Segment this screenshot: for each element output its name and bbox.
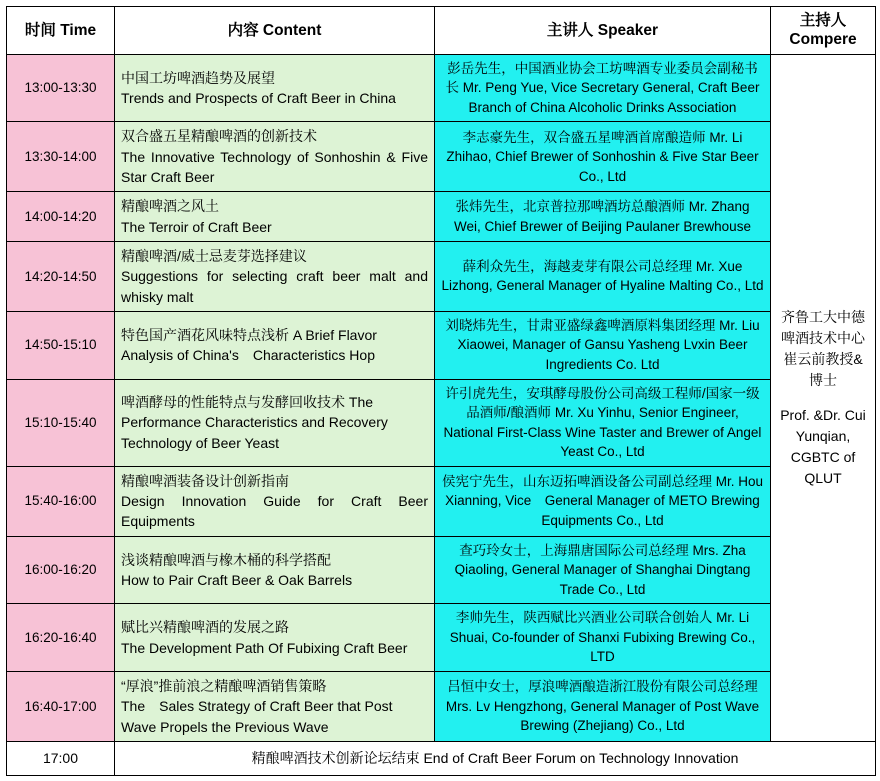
header-compere: [771, 7, 876, 55]
row-speaker-en: Mr. Peng Yue, Vice Secretary General, Craft Beer Branch of China Alcoholic Drinks Association: [462, 80, 760, 115]
row-time: 14:00-14:20: [7, 192, 115, 242]
row-speaker-cn: 查巧玲女士，上海鼎唐国际公司总经理: [459, 542, 689, 558]
row-time: 15:10-15:40: [7, 379, 115, 466]
table-row: [7, 466, 876, 536]
row-speaker-en: Mrs. Zha Qiaoling, General Manager of Shanghai Dingtang Trade Co., Ltd: [454, 542, 751, 597]
row-speaker-cn: 李志豪先生，双合盛五星啤酒首席酿造师: [462, 129, 706, 145]
row-speaker-en: Mr. Liu Xiaowei, Manager of Gansu Yasheng Lvxin Beer Ingredients Co. Ltd: [457, 317, 760, 372]
row-content-en: Suggestions for selecting craft beer malt and whisky malt: [121, 268, 428, 305]
footer-text: 精酿啤酒技术创新论坛结束 End of Craft Beer Forum on Technology Innovation: [115, 741, 876, 775]
row-time: 16:20-16:40: [7, 604, 115, 672]
row-content: [115, 311, 435, 379]
row-content: [115, 536, 435, 604]
compere-cn: 齐鲁工大中德啤酒技术中心崔云前教授&博士: [781, 308, 865, 388]
row-content-cn: 啤酒酵母的性能特点与发酵回收技术: [121, 394, 345, 411]
header-speaker: 主讲人 Speaker: [435, 7, 771, 55]
row-content-en: The Sales Strategy of Craft Beer that Post Wave Propels the Previous Wave: [121, 698, 393, 735]
row-content-cn: 赋比兴精酿啤酒的发展之路: [121, 619, 289, 636]
row-time: 16:40-17:00: [7, 672, 115, 742]
forum-schedule-table: [6, 6, 876, 776]
row-time: 16:00-16:20: [7, 536, 115, 604]
table-row: [7, 311, 876, 379]
row-content-cn: 精酿啤酒装备设计创新指南: [121, 472, 289, 489]
row-speaker: [435, 311, 771, 379]
row-content-en: The Innovative Technology of Sonhoshin & Five Star Craft Beer: [121, 148, 428, 186]
row-time: 13:00-13:30: [7, 54, 115, 122]
row-content-cn: 浅谈精酿啤酒与橡木桶的科学搭配: [121, 551, 331, 568]
row-speaker: [435, 604, 771, 672]
row-speaker: [435, 466, 771, 536]
table-row: [7, 379, 876, 466]
row-content-cn: 精酿啤酒/威士忌麦芽选择建议: [121, 247, 307, 264]
row-content-cn: 精酿啤酒之风土: [121, 198, 219, 215]
row-content-cn: 特色国产酒花风味特点浅析: [121, 326, 289, 343]
row-content-cn: 中国工坊啤酒趋势及展望: [121, 69, 275, 86]
row-speaker-cn: 彭岳先生，中国酒业协会工坊啤酒专业委员会副秘书长: [445, 60, 758, 96]
row-speaker-en: Mr. Zhang Wei, Chief Brewer of Beijing Paulaner Brewhouse: [454, 199, 751, 234]
row-content-en: The Terroir of Craft Beer: [121, 218, 272, 235]
compere-cell: [771, 54, 876, 741]
row-speaker-en: Mr. Xu Yinhu, Senior Engineer, National First-Class Wine Taster and Brewer of Angel Yeast Co., Ltd: [443, 405, 762, 460]
row-speaker: [435, 122, 771, 192]
row-speaker-cn: 李帅先生，陕西赋比兴酒业公司联合创始人: [455, 610, 713, 626]
header-content: 内容 Content: [115, 7, 435, 55]
row-time: 13:30-14:00: [7, 122, 115, 192]
table-row: [7, 122, 876, 192]
table-row: [7, 192, 876, 242]
header-compere-cn: 主持人: [799, 12, 847, 29]
row-speaker: [435, 379, 771, 466]
row-content-en: Trends and Prospects of Craft Beer in China: [121, 90, 396, 107]
table-row: [7, 604, 876, 672]
row-content: [115, 379, 435, 466]
row-content-en: The Performance Characteristics and Recovery Technology of Beer Yeast: [121, 394, 388, 451]
header-compere-en: Compere: [789, 31, 857, 49]
row-time: 14:20-14:50: [7, 241, 115, 311]
table-body: [7, 54, 876, 775]
row-speaker-en: Mr. Xue Lizhong, General Manager of Hyaline Malting Co., Ltd: [441, 258, 764, 294]
row-speaker-en: Mr. Li Shuai, Co-founder of Shanxi Fubixing Brewing Co., LTD: [449, 610, 756, 665]
table-row: [7, 672, 876, 742]
row-speaker-cn: 许引虎先生，安琪酵母股份公司高级工程师/国家一级品酒师/酿酒师: [445, 385, 760, 421]
footer-time: 17:00: [7, 741, 115, 775]
row-speaker: [435, 536, 771, 604]
row-content: [115, 54, 435, 122]
table-row: [7, 536, 876, 604]
table-row: [7, 54, 876, 122]
row-speaker-en: Mr. Hou Xianning, Vice General Manager of METO Brewing Equipments Co., Ltd: [445, 473, 764, 528]
row-content-cn: 双合盛五星精酿啤酒的创新技术: [121, 128, 317, 145]
row-content: [115, 122, 435, 192]
row-speaker-cn: 刘晓炜先生，甘肃亚盛绿鑫啤酒原料集团经理: [445, 317, 716, 333]
row-content: [115, 192, 435, 242]
table-header: [7, 7, 876, 55]
row-content-en: A Brief Flavor Analysis of China's Characteristics Hop: [121, 326, 377, 364]
header-row: [7, 7, 876, 55]
row-content: [115, 241, 435, 311]
row-speaker-en: Mr. Li Zhihao, Chief Brewer of Sonhoshin & Five Star Beer Co., Ltd: [446, 129, 759, 184]
header-time: 时间 Time: [7, 7, 115, 55]
table-row: [7, 241, 876, 311]
row-speaker: [435, 192, 771, 242]
row-speaker: [435, 54, 771, 122]
row-content: [115, 466, 435, 536]
row-speaker-cn: 侯宪宁先生，山东迈拓啤酒设备公司副总经理: [441, 473, 712, 489]
row-speaker: [435, 672, 771, 742]
row-speaker-cn: 薛利众先生，海越麦芽有限公司总经理: [462, 258, 693, 274]
row-content-cn: “厚浪”推前浪之精酿啤酒销售策略: [121, 678, 327, 695]
row-content: [115, 672, 435, 742]
row-content: [115, 604, 435, 672]
row-time: 14:50-15:10: [7, 311, 115, 379]
row-content-en: The Development Path Of Fubixing Craft Beer: [121, 639, 408, 656]
table-footer-row: [7, 741, 876, 775]
row-speaker: [435, 241, 771, 311]
row-time: 15:40-16:00: [7, 466, 115, 536]
row-content-en: Design Innovation Guide for Craft Beer Equipments: [121, 493, 428, 530]
row-speaker-en: Mrs. Lv Hengzhong, General Manager of Post Wave Brewing (Zhejiang) Co., Ltd: [445, 698, 760, 734]
row-content-en: How to Pair Craft Beer & Oak Barrels: [121, 571, 353, 588]
row-speaker-cn: 吕恒中女士，厚浪啤酒酿造浙江股份有限公司总经理: [447, 679, 758, 695]
row-speaker-cn: 张炜先生，北京普拉那啤酒坊总酿酒师: [455, 199, 685, 215]
compere-en: Prof. &Dr. Cui Yunqian, CGBTC of QLUT: [780, 406, 866, 486]
